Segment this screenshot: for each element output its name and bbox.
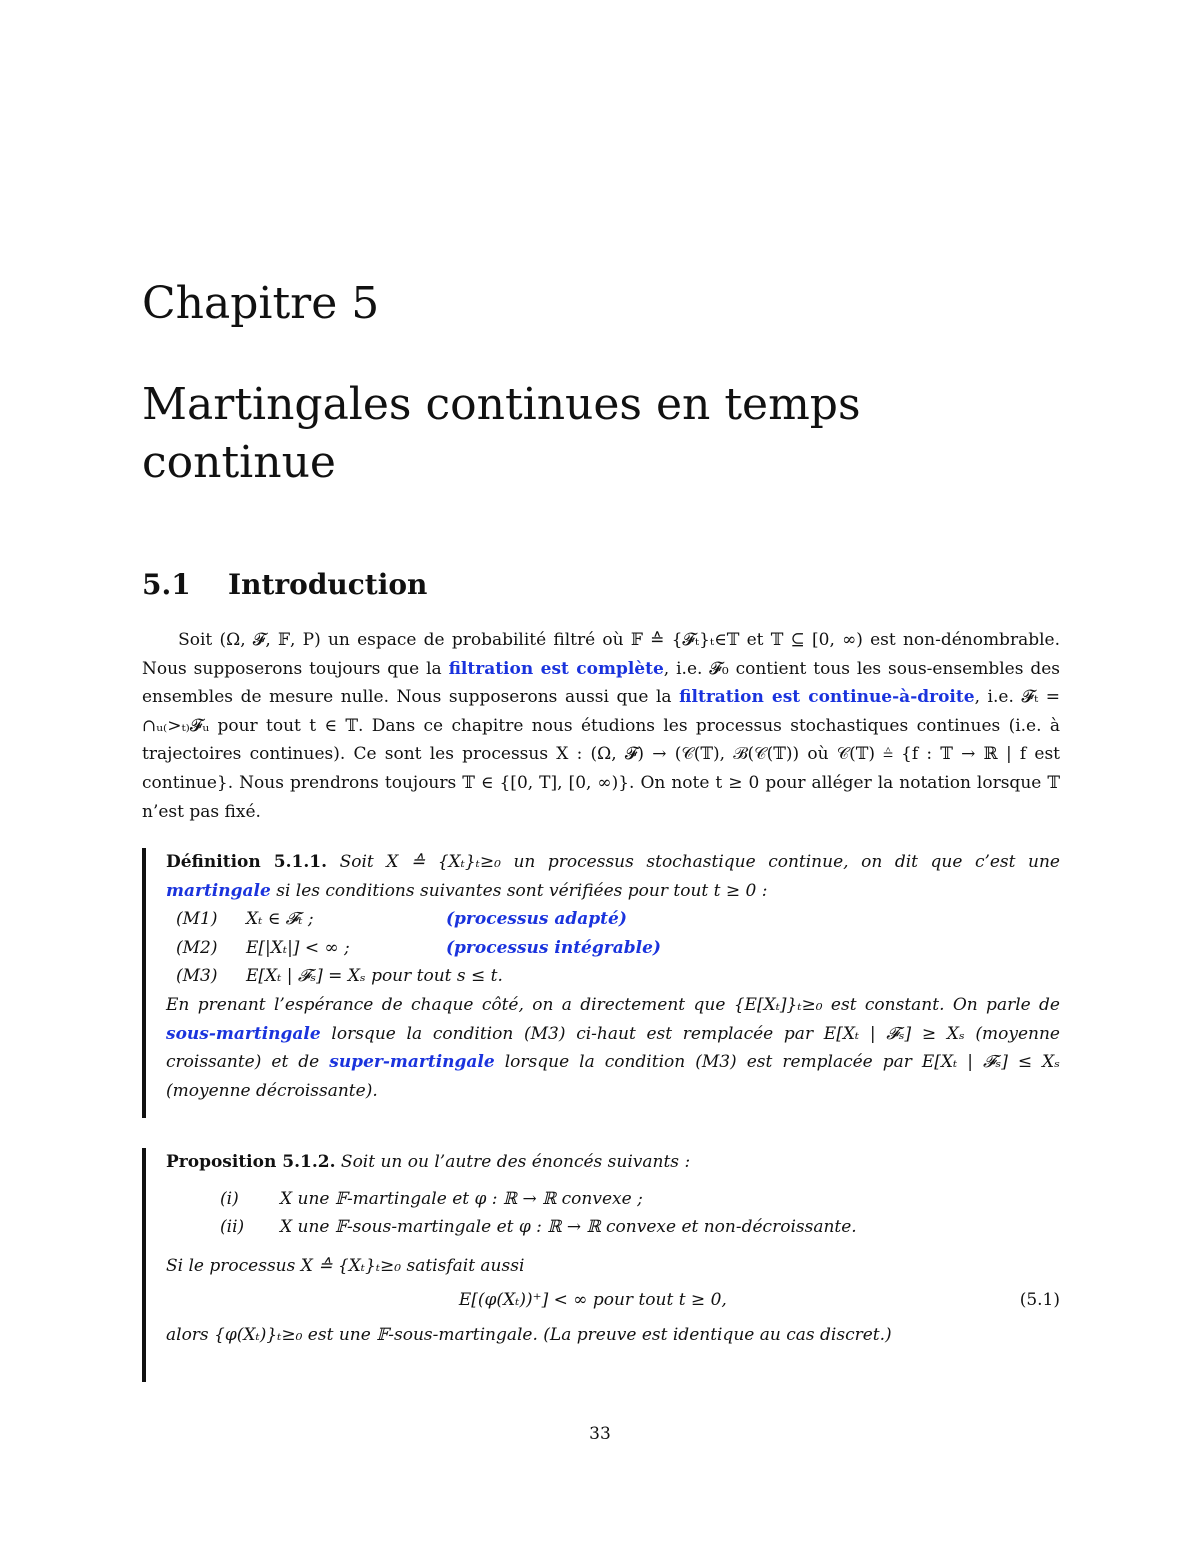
intro-text-3: , i.e. 𝓕ₜ = ∩ᵤ₍>ₜ₎𝓕ᵤ pour tout t ∈ 𝕋. Dans ce chapitre nous étudions les processus stochastiques continues (i.e. à trajectoires continues). Ce sont les processus X : (Ω, 𝓕) → (𝒞(𝕋), ℬ(𝒞(𝕋)) où 𝒞(𝕋) ≙ {f : 𝕋 → ℝ | f est continue}. Nous prendrons toujours 𝕋 ∈ {[0, T], [0, ∞)}. On note t ≥ 0 pour alléger la notation lorsque 𝕋 n’est pas fixé. <box>142 687 1061 822</box>
chapter-label: Chapitre 5 <box>142 278 380 329</box>
intro-paragraph <box>142 626 1060 826</box>
item-text: X une 𝔽-sous-martingale et φ : ℝ → ℝ convexe et non-décroissante. <box>280 1217 857 1238</box>
definition-remark-1: En prenant l’espérance de chaque côté, on a directement que {E[Xₜ]}ₜ≥₀ est constant. On parle de <box>166 994 1060 1015</box>
condition-m1 <box>166 905 1060 934</box>
equation-body: E[(φ(Xₜ))⁺] < ∞ pour tout t ≥ 0, <box>458 1290 727 1311</box>
item-label: (i) <box>220 1188 239 1209</box>
condition-expression: E[|Xₜ|] < ∞ ; <box>246 937 350 958</box>
condition-m2 <box>166 934 1060 963</box>
chapter-title: Martingales continues en temps continue <box>142 379 861 488</box>
condition-expression: E[Xₜ | 𝓕ₛ] = Xₛ pour tout s ≤ t. <box>246 966 503 987</box>
condition-label: (M2) <box>176 937 218 958</box>
section-title: Introduction <box>228 568 428 601</box>
link-filtration-right-continuous[interactable]: filtration est continue-à-droite <box>679 687 975 708</box>
proposition-statement <box>166 1148 1060 1177</box>
link-filtration-complete[interactable]: filtration est complète <box>448 658 664 679</box>
definition-heading: Définition 5.1.1. <box>166 852 328 872</box>
condition-label: (M1) <box>176 909 218 930</box>
condition-expression: Xₜ ∈ 𝓕ₜ ; <box>246 909 314 930</box>
definition-statement <box>166 848 1060 905</box>
page-number: 33 <box>589 1424 611 1444</box>
condition-m3 <box>166 962 1060 991</box>
link-processus-integrable[interactable]: (processus intégrable) <box>446 937 661 958</box>
proposition-conclusion: alors {φ(Xₜ)}ₜ≥₀ est une 𝔽-sous-martingale. (La preuve est identique au cas discret.) <box>166 1324 892 1345</box>
proposition-block <box>142 1148 1060 1382</box>
condition-label: (M3) <box>176 966 218 987</box>
equation-number: (5.1) <box>1019 1290 1060 1311</box>
intro-text-2: , i.e. 𝓕₀ contient tous les sous-ensembles des ensembles de mesure nulle. Nous supposerons aussi que la <box>142 658 1061 708</box>
intro-text-1: Soit (Ω, 𝓕, 𝔽, P) un espace de probabilité filtré où 𝔽 ≙ {𝓕ₜ}ₜ∈𝕋 et 𝕋 ⊆ [0, ∞) est non-dénombrable. Nous supposerons toujours que la <box>142 630 1060 679</box>
section-number: 5.1 <box>142 568 191 601</box>
link-super-martingale[interactable]: super-martingale <box>329 1052 495 1073</box>
item-text: X une 𝔽-martingale et φ : ℝ → ℝ convexe ; <box>280 1188 643 1209</box>
proposition-lead: Soit un ou l’autre des énoncés suivants : <box>335 1152 691 1172</box>
link-sous-martingale[interactable]: sous-martingale <box>166 1023 321 1044</box>
equation-5-1 <box>166 1286 1060 1315</box>
link-martingale[interactable]: martingale <box>166 880 271 901</box>
definition-lead-2: si les conditions suivantes sont vérifiées pour tout t ≥ 0 : <box>270 880 768 901</box>
definition-block <box>142 848 1060 1118</box>
proposition-item-i <box>166 1185 1060 1214</box>
definition-lead: Soit X ≙ {Xₜ}ₜ≥₀ un processus stochastique continue, on dit que c’est une <box>327 852 1060 872</box>
proposition-item-ii <box>166 1213 1060 1242</box>
item-label: (ii) <box>220 1217 245 1238</box>
proposition-heading: Proposition 5.1.2. <box>166 1152 336 1172</box>
proposition-condition: Si le processus X ≙ {Xₜ}ₜ≥₀ satisfait aussi <box>166 1255 525 1276</box>
definition-remarks <box>166 991 1060 1105</box>
link-processus-adapte[interactable]: (processus adapté) <box>446 909 627 930</box>
definition-remark-3: lorsque la condition (M3) est remplacée par E[Xₜ | 𝓕ₛ] ≤ Xₛ (moyenne décroissante). <box>166 1052 1060 1101</box>
definition-remark-2: lorsque la condition (M3) ci-haut est remplacée par E[Xₜ | 𝓕ₛ] ≥ Xₛ (moyenne croissante) et de <box>166 1023 1060 1073</box>
section-heading <box>142 568 427 601</box>
